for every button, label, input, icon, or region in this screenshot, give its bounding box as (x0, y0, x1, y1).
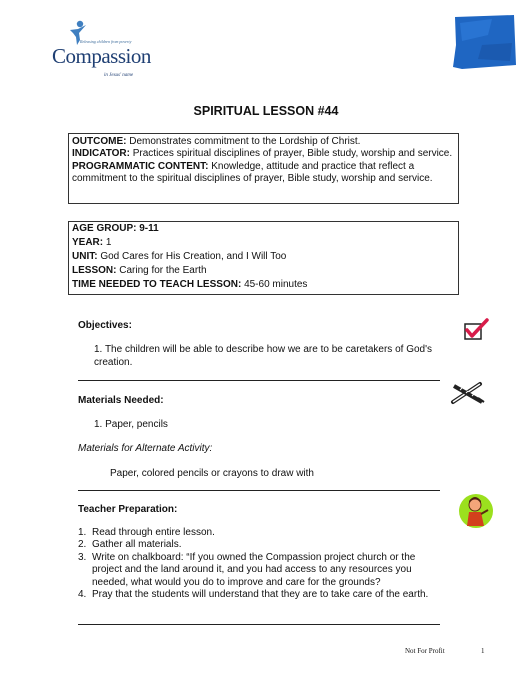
content-label: PROGRAMMATIC CONTENT: (72, 160, 209, 172)
indicator-label: INDICATOR: (72, 148, 130, 160)
prep-list (78, 527, 438, 601)
content-text: Knowledge, attitude and practice that reflect a commitment to the spiritual disciplines of prayer, Bible study, worship and service. (72, 160, 433, 185)
year-label: YEAR: (72, 236, 104, 248)
age-label: AGE GROUP: (72, 223, 137, 234)
materials-item: 1. Paper, pencils (94, 419, 168, 430)
unit-row (72, 251, 455, 263)
checkbox-check-icon (463, 318, 489, 342)
outcome-text: Demonstrates commitment to the Lordship of Christ. (129, 136, 361, 147)
lesson-info-box (68, 221, 459, 295)
divider (78, 380, 440, 381)
unit-value: God Cares for His Creation, and I Will Too (100, 250, 287, 262)
unit-label: UNIT: (72, 250, 98, 262)
age-value: 9-11 (139, 223, 159, 234)
outcome-box (68, 133, 459, 204)
time-value: 45-60 minutes (244, 278, 308, 290)
year-row (72, 237, 455, 249)
list-item: 3. Write on chalkboard: “If you owned the Compassion project church or the project and the land around it, and you had access to any resources you needed, what would you do to improve and care for the grounds? (78, 551, 416, 588)
divider (78, 490, 440, 491)
page-title: SPIRITUAL LESSON #44 (193, 104, 339, 118)
outcome-row (72, 136, 455, 148)
lesson-value: Caring for the Earth (119, 264, 207, 276)
indicator-text: Practices spiritual disciplines of prayer, Bible study, worship and service. (132, 148, 453, 160)
teacher-icon (458, 492, 494, 530)
logo-tagline: Releasing children from poverty (80, 39, 132, 44)
prep-title: Teacher Preparation: (78, 504, 178, 515)
indicator-row (72, 148, 455, 160)
list-item: 4. Pray that the students will understand that they are to take care of the earth. (78, 589, 429, 601)
age-row (72, 223, 455, 235)
blue-brush-block (452, 15, 516, 69)
compassion-logo (52, 20, 172, 78)
logo-subtitle: in Jesus' name (104, 73, 134, 78)
materials-title: Materials Needed: (78, 395, 164, 406)
alt-materials-item: Paper, colored pencils or crayons to draw with (110, 468, 314, 479)
outcome-label: OUTCOME: (72, 136, 127, 147)
list-item: 1. Read through entire lesson. (78, 527, 215, 538)
lesson-row (72, 265, 455, 277)
time-row (72, 279, 455, 291)
year-value: 1 (105, 236, 112, 248)
content-row (72, 161, 455, 186)
footer-note: Not For Profit (405, 647, 445, 655)
divider (78, 624, 440, 625)
page-number: 1 (481, 647, 485, 655)
lesson-label: LESSON: (72, 264, 117, 276)
list-item: 2. Gather all materials. (78, 539, 182, 551)
pencil-ruler-icon (450, 380, 486, 406)
objectives-title: Objectives: (78, 320, 132, 331)
alt-materials-title: Materials for Alternate Activity: (78, 443, 213, 454)
time-label: TIME NEEDED TO TEACH LESSON: (72, 278, 242, 290)
logo-wordmark: Compassion (52, 44, 151, 68)
objectives-item: 1. The children will be able to describe how we are to be caretakers of God's creation. (94, 344, 433, 368)
